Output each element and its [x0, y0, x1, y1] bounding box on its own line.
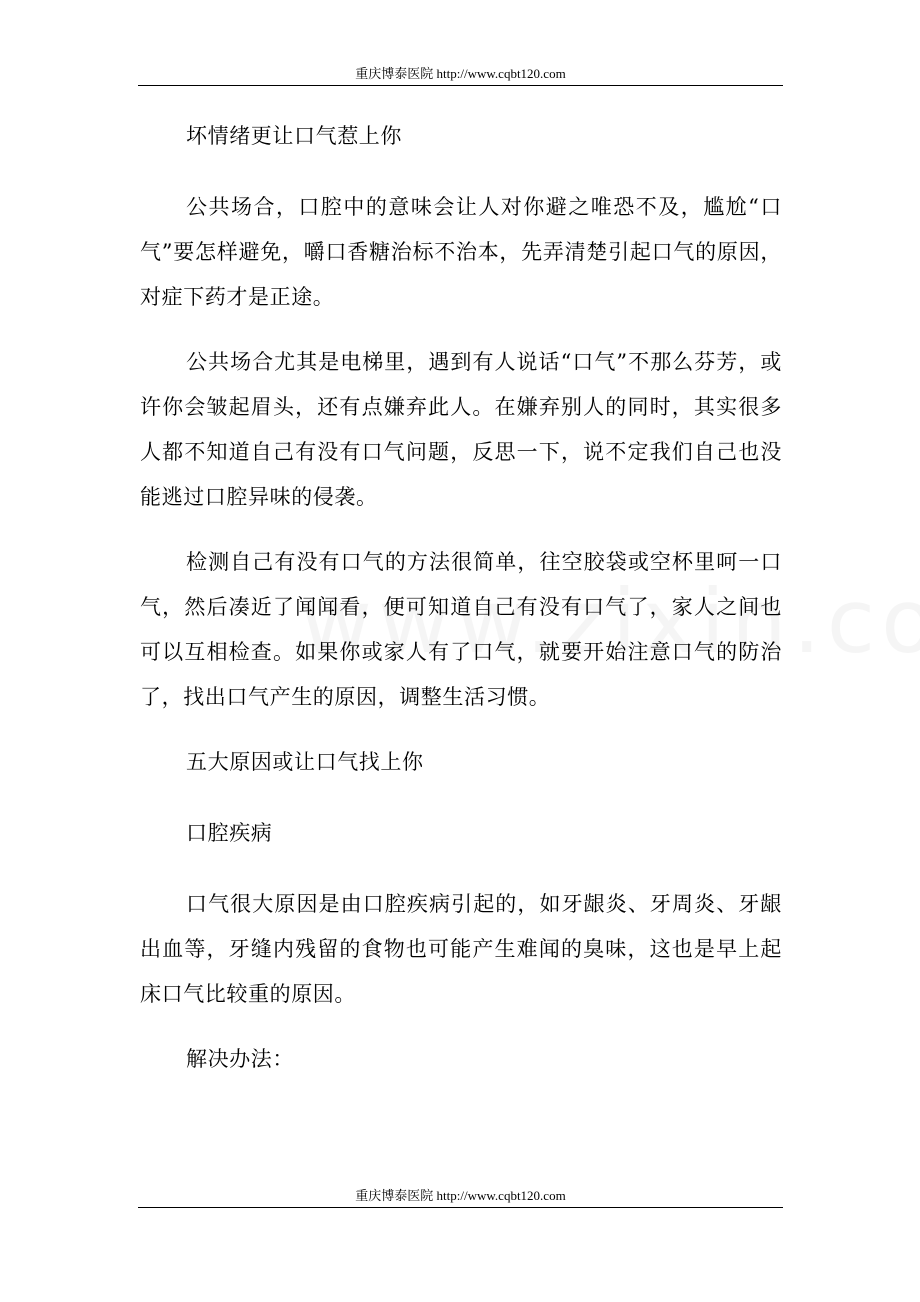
- paragraph: 公共场合尤其是电梯里，遇到有人说话“口气”不那么芬芳，或许你会皱起眉头，还有点嫌弃此人。在嫌弃别人的同时，其实很多人都不知道自己有没有口气问题，反思一下，说不定我们自己也没能逃过口腔异味的侵袭。: [140, 350, 782, 509]
- section-heading: 五大原因或让口气找上你: [186, 750, 424, 774]
- paragraph: 检测自己有没有口气的方法很简单，往空胶袋或空杯里呵一口气，然后凑近了闻闻看，便可知道自己有没有口气了，家人之间也可以互相检查。如果你或家人有了口气，就要开始注意口气的防治了，找出口气产生的原因，调整生活习惯。: [140, 550, 782, 709]
- page-footer: 重庆博泰医院 http://www.cqbt120.com: [355, 1188, 566, 1203]
- header-rule: [138, 85, 783, 86]
- paragraph: 解决办法：: [186, 1047, 294, 1071]
- subsection-heading: 口腔疾病: [186, 821, 273, 845]
- document-body: [140, 114, 782, 1102]
- paragraph: 口气很大原因是由口腔疾病引起的，如牙龈炎、牙周炎、牙龈出血等，牙缝内残留的食物也可能产生难闻的臭味，这也是早上起床口气比较重的原因。: [140, 892, 782, 1006]
- page-header: 重庆博泰医院 http://www.cqbt120.com: [355, 66, 566, 81]
- footer-rule: [138, 1207, 783, 1208]
- section-heading: 坏情绪更让口气惹上你: [186, 124, 402, 148]
- paragraph: 公共场合，口腔中的意味会让人对你避之唯恐不及，尴尬“口气”要怎样避免，嚼口香糖治标不治本，先弄清楚引起口气的原因，对症下药才是正途。: [140, 195, 782, 309]
